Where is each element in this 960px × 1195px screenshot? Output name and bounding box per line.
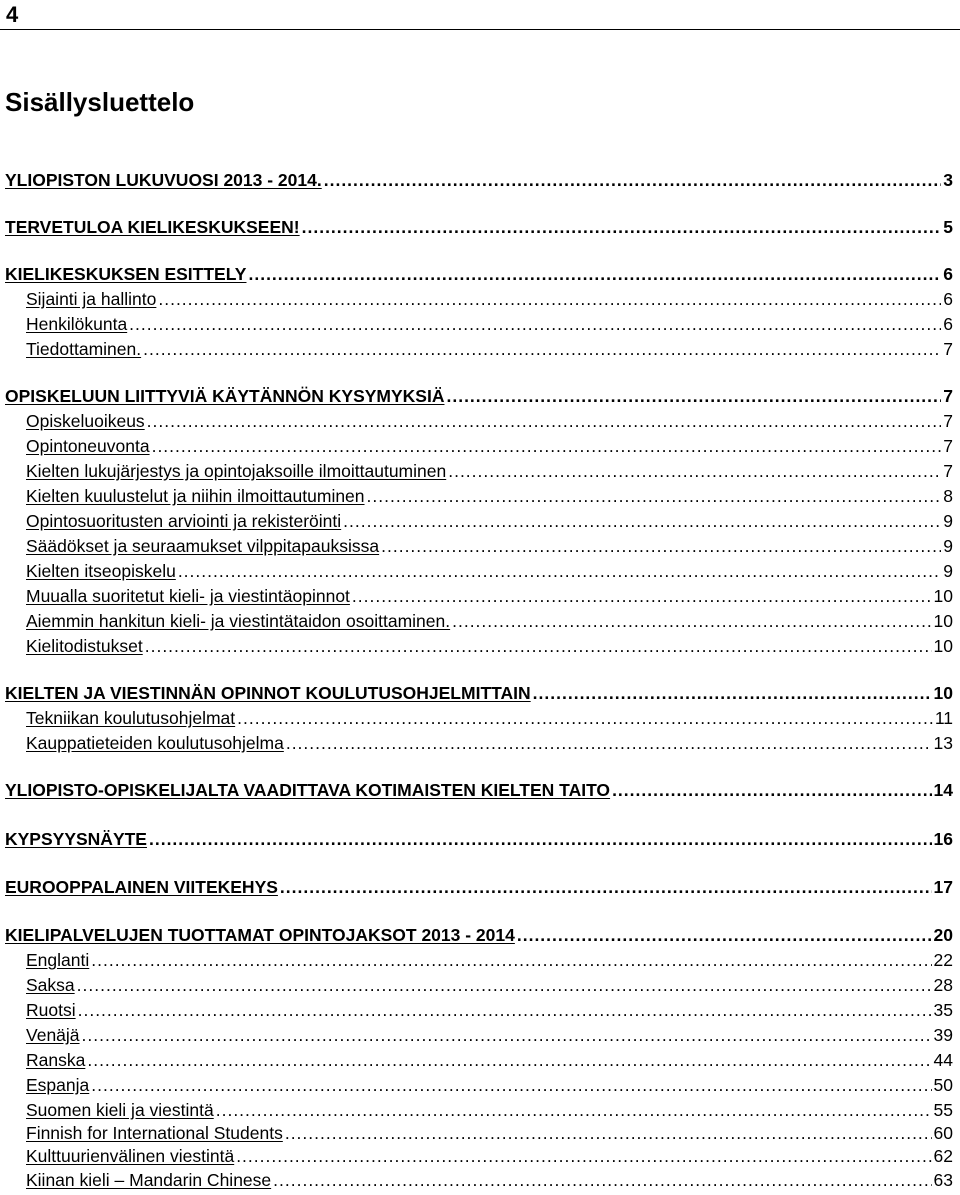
dot-leader [129, 314, 941, 335]
toc-entry-page: 7 [943, 411, 953, 431]
toc-entry-page: 50 [933, 1075, 953, 1095]
toc-entry-title: TERVETULOA KIELIKESKUKSEEN! [5, 217, 300, 237]
dot-leader [367, 486, 942, 507]
toc-entry-title: Tiedottaminen. [26, 339, 142, 359]
page-number: 4 [6, 2, 19, 27]
toc-entry-title: Kauppatieteiden koulutusohjelma [26, 733, 284, 753]
toc-entry[interactable] [26, 1170, 953, 1191]
toc-entry-page: 6 [943, 314, 953, 334]
toc-entry-page: 22 [933, 950, 953, 970]
dot-leader [216, 1100, 932, 1121]
toc-entry-title: EUROOPPALAINEN VIITEKEHYS [5, 877, 278, 897]
toc-entry-title: Finnish for International Students [26, 1123, 283, 1143]
toc-entry[interactable] [5, 683, 953, 704]
toc-title: Sisällysluettelo [5, 87, 195, 117]
toc-entry-title: Opintosuoritusten arviointi ja rekisteröinti [26, 511, 342, 531]
toc-entry-page: 35 [933, 1000, 953, 1020]
dot-leader [517, 925, 932, 946]
toc-entry[interactable] [5, 264, 953, 285]
toc-entry-page: 10 [933, 611, 953, 631]
dot-leader [302, 217, 942, 238]
dot-leader [149, 829, 932, 850]
toc-entry[interactable] [26, 733, 953, 754]
dot-leader [612, 780, 931, 801]
toc-entry-title: Kiinan kieli – Mandarin Chinese [26, 1170, 272, 1190]
dot-leader [324, 170, 942, 191]
toc-entry-page: 7 [943, 339, 953, 359]
toc-entry[interactable] [5, 925, 953, 946]
toc-entry-title: KIELTEN JA VIESTINNÄN OPINNOT KOULUTUSOHJELMITTAIN [5, 683, 531, 703]
dot-leader [236, 1146, 931, 1167]
toc-entry-title: Kulttuurienvälinen viestintä [26, 1146, 235, 1166]
dot-leader [533, 683, 932, 704]
toc-entry[interactable] [5, 386, 953, 407]
dot-leader [446, 386, 941, 407]
dot-leader [77, 975, 932, 996]
toc-entry-page: 10 [933, 636, 953, 656]
toc-entry[interactable] [26, 411, 953, 432]
dot-leader [145, 636, 932, 657]
toc-entry[interactable] [26, 1123, 953, 1144]
toc-entry[interactable] [26, 636, 953, 657]
toc-entry[interactable] [26, 975, 953, 996]
toc-entry[interactable] [5, 829, 953, 850]
toc-entry[interactable] [26, 536, 953, 557]
toc-entry[interactable] [26, 461, 953, 482]
toc-entry-page: 9 [943, 511, 953, 531]
toc-entry-title: KYPSYYSNÄYTE [5, 829, 147, 849]
dot-leader [78, 1000, 932, 1021]
toc-entry-page: 11 [934, 708, 953, 728]
toc-entry-title: Opiskeluoikeus [26, 411, 145, 431]
toc-entry-title: Tekniikan koulutusohjelmat [26, 708, 236, 728]
dot-leader [285, 1123, 932, 1144]
dot-leader [147, 411, 942, 432]
toc-entry[interactable] [26, 289, 953, 310]
toc-entry-title: Kielten kuulustelut ja niihin ilmoittautuminen [26, 486, 365, 506]
toc-entry[interactable] [26, 586, 953, 607]
toc-entry-title: Muualla suoritetut kieli- ja viestintäopinnot [26, 586, 350, 606]
toc-entry-page: 39 [933, 1025, 953, 1045]
dot-leader [91, 950, 931, 971]
toc-entry-title: Saksa [26, 975, 75, 995]
dot-leader [143, 339, 941, 360]
dot-leader [82, 1025, 932, 1046]
toc-entry-title: Henkilökunta [26, 314, 128, 334]
toc-entry[interactable] [26, 1146, 953, 1167]
toc-entry-page: 63 [933, 1170, 953, 1190]
dot-leader [452, 611, 931, 632]
toc-entry-page: 20 [933, 925, 953, 945]
toc-entry-title: Englanti [26, 950, 90, 970]
toc-entry-title: Kielitodistukset [26, 636, 143, 656]
toc-entry-title: Ranska [26, 1050, 86, 1070]
dot-leader [343, 511, 941, 532]
toc-entry-title: YLIOPISTON LUKUVUOSI 2013 - 2014. [5, 170, 322, 190]
toc-entry[interactable] [26, 511, 953, 532]
toc-entry-title: Venäjä [26, 1025, 80, 1045]
toc-entry-title: Kielten lukujärjestys ja opintojaksoille ilmoittautuminen [26, 461, 447, 481]
toc-entry-page: 62 [933, 1146, 953, 1166]
toc-entry[interactable] [26, 1075, 953, 1096]
toc-entry-page: 9 [943, 536, 953, 556]
toc-entry-title: Aiemmin hankitun kieli- ja viestintätaidon osoittaminen. [26, 611, 451, 631]
dot-leader [152, 436, 942, 457]
dot-leader [91, 1075, 931, 1096]
dot-leader [87, 1050, 931, 1071]
dot-leader [448, 461, 941, 482]
toc-entry[interactable] [26, 708, 953, 729]
dot-leader [352, 586, 932, 607]
dot-leader [178, 561, 941, 582]
toc-entry-page: 3 [943, 170, 953, 190]
toc-entry-title: Säädökset ja seuraamukset vilppitapauksissa [26, 536, 380, 556]
toc-entry[interactable] [5, 780, 953, 801]
toc-entry[interactable] [26, 314, 953, 335]
toc-entry[interactable] [26, 950, 953, 971]
toc-entry-title: KIELIPALVELUJEN TUOTTAMAT OPINTOJAKSOT 2013 - 2014 [5, 925, 515, 945]
toc-entry-title: KIELIKESKUKSEN ESITTELY [5, 264, 247, 284]
toc-entry[interactable] [26, 611, 953, 632]
dot-leader [248, 264, 941, 285]
toc-entry-title: Sijainti ja hallinto [26, 289, 157, 309]
toc-entry-page: 6 [943, 289, 953, 309]
toc-entry[interactable] [26, 436, 953, 457]
dot-leader [381, 536, 941, 557]
toc-entry[interactable] [26, 1100, 953, 1121]
toc-entry-page: 60 [933, 1123, 953, 1143]
toc-entry-page: 8 [943, 486, 953, 506]
toc-entry-title: Opintoneuvonta [26, 436, 150, 456]
toc-entry[interactable] [26, 561, 953, 582]
toc-entry-page: 6 [943, 264, 953, 284]
dot-leader [280, 877, 932, 898]
toc-entry[interactable] [5, 170, 953, 191]
toc-entry-page: 14 [933, 780, 953, 800]
toc-entry-title: Ruotsi [26, 1000, 76, 1020]
toc-entry-page: 44 [933, 1050, 953, 1070]
toc-entry-page: 55 [933, 1100, 953, 1120]
dot-leader [158, 289, 941, 310]
toc-entry-title: OPISKELUUN LIITTYVIÄ KÄYTÄNNÖN KYSYMYKSIÄ [5, 386, 445, 406]
toc-entry-title: Kielten itseopiskelu [26, 561, 176, 581]
toc-entry[interactable] [5, 217, 953, 238]
toc-entry-title: YLIOPISTO-OPISKELIJALTA VAADITTAVA KOTIMAISTEN KIELTEN TAITO [5, 780, 611, 800]
toc-entry-page: 10 [933, 683, 953, 703]
toc-entry-title: Suomen kieli ja viestintä [26, 1100, 214, 1120]
toc-entry[interactable] [26, 486, 953, 507]
toc-entry-page: 7 [943, 436, 953, 456]
toc-entry-page: 9 [943, 561, 953, 581]
toc-entry[interactable] [26, 1025, 953, 1046]
dot-leader [237, 708, 933, 729]
toc-entry-page: 5 [943, 217, 953, 237]
toc-entry[interactable] [26, 1000, 953, 1021]
header-rule [0, 29, 960, 30]
toc-entry-page: 13 [933, 733, 953, 753]
toc-entry-page: 10 [933, 586, 953, 606]
toc-entry[interactable] [26, 339, 953, 360]
dot-leader [273, 1170, 931, 1191]
dot-leader [286, 733, 932, 754]
toc-entry-page: 28 [933, 975, 953, 995]
toc-entry-page: 7 [943, 386, 953, 406]
toc-entry[interactable] [26, 1050, 953, 1071]
toc-entry-page: 7 [943, 461, 953, 481]
toc-entry[interactable] [5, 877, 953, 898]
toc-entry-page: 16 [933, 829, 953, 849]
toc-entry-title: Espanja [26, 1075, 90, 1095]
toc-entry-page: 17 [933, 877, 953, 897]
